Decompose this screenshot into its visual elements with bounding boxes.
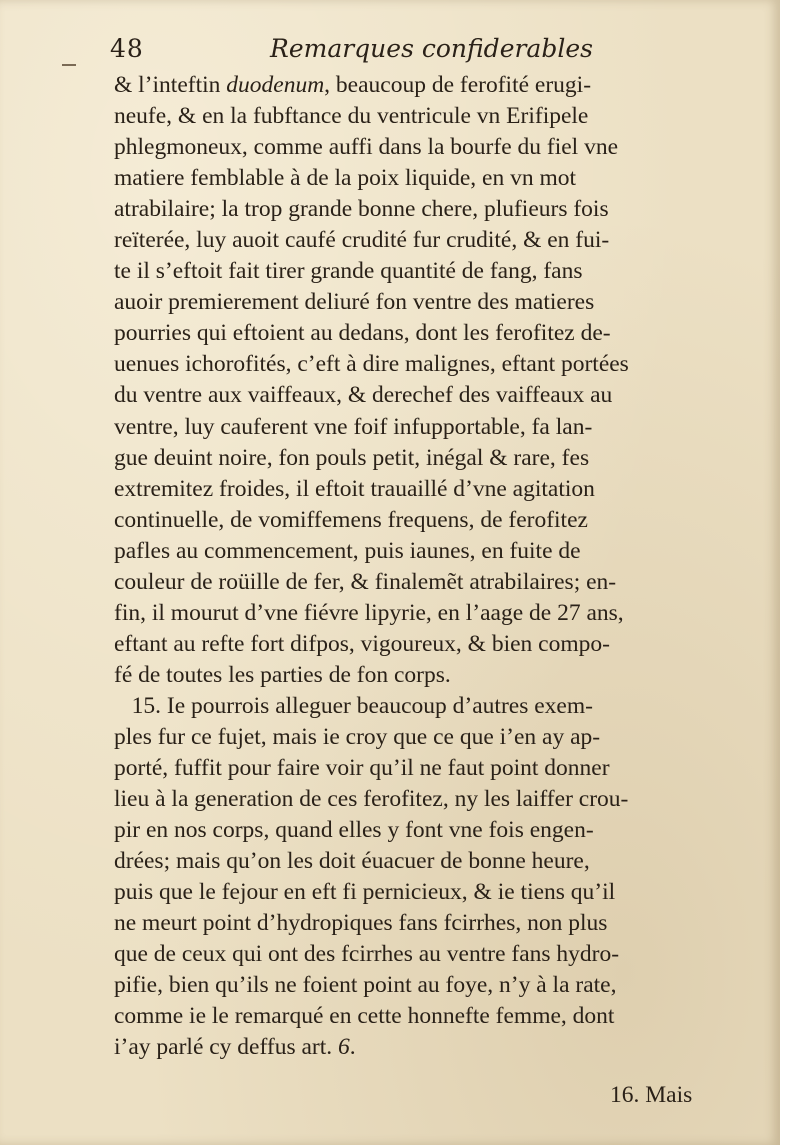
line-text: pafles au commencement, puis iaunes, en fuite de: [114, 537, 581, 564]
line-text: neufe, & en la fubftance du ventricule vn Erifipele: [114, 103, 589, 130]
line-text: & l’inteftin: [114, 72, 227, 98]
text-line: [114, 1032, 726, 1063]
line-text: ples fur ce fujet, mais ie croy que ce que i’en ay ap-: [114, 723, 601, 750]
text-line: [114, 567, 726, 598]
line-text: i’ay parlé cy deffus art.: [114, 1034, 339, 1061]
text-line: [114, 784, 726, 815]
text-line: [114, 318, 726, 349]
text-line: [114, 70, 726, 101]
text-line: [114, 722, 726, 753]
line-text: que de ceux qui ont des fcirrhes au ventre fans hydro-: [114, 941, 620, 968]
text-line: [114, 691, 726, 722]
text-line: [114, 443, 726, 474]
text-line: [114, 1001, 726, 1032]
text-line: [114, 660, 726, 691]
line-text: uenues ichorofités, c’eft à dire malignes, eftant portées: [114, 351, 629, 378]
text-line: [114, 101, 726, 132]
text-line: [114, 132, 726, 163]
line-text: pourries qui eftoient au dedans, dont les ferofitez de-: [114, 320, 611, 347]
line-text: te il s’eftoit fait tirer grande quantité de fang, fans: [114, 258, 583, 285]
line-text: gue deuint noire, fon pouls petit, inégal & rare, fes: [114, 444, 590, 471]
italic-text: duodenum: [226, 72, 325, 98]
text-line: [114, 877, 726, 908]
text-line: [114, 846, 726, 877]
text-line: [114, 629, 726, 660]
line-text: extremitez froides, il eftoit trauaillé d’vne agitation: [114, 475, 595, 502]
page-number: 48: [110, 34, 144, 63]
text-line: [114, 349, 726, 380]
line-text: auoir premierement deliuré fon ventre des matieres: [114, 289, 595, 316]
line-text: .: [349, 1034, 356, 1061]
line-text: atrabilaire; la trop grande bonne chere, plufieurs fois: [114, 196, 609, 223]
line-text: 15. Ie pourrois alleguer beaucoup d’autres exem-: [114, 692, 593, 719]
text-line: [114, 412, 726, 443]
text-line: [114, 256, 726, 287]
text-line: [114, 939, 726, 970]
italic-text: 6: [338, 1034, 350, 1061]
text-line: [114, 815, 726, 846]
text-line: [114, 163, 726, 194]
line-text: matiere femblable à de la poix liquide, en vn mot: [114, 165, 577, 192]
body-text: [114, 70, 726, 1064]
line-text: reïterée, luy auoit caufé crudité fur crudité, & en fui-: [114, 227, 610, 254]
text-line: [114, 536, 726, 567]
text-line: [114, 287, 726, 318]
line-text: du ventre aux vaiffeaux, & derechef des vaiffeaux au: [114, 382, 613, 409]
text-line: [114, 908, 726, 939]
text-line: [114, 474, 726, 505]
text-line: [114, 970, 726, 1001]
text-line: [114, 194, 726, 225]
text-line: [114, 753, 726, 784]
line-text: pifie, bien qu’ils ne foient point au foye, n’y à la rate,: [114, 972, 617, 999]
line-text: eftant au refte fort difpos, vigoureux, & bien compo-: [114, 630, 610, 657]
line-text: continuelle, de vomiffemens frequens, de ferofitez: [114, 506, 588, 533]
line-text: couleur de roüille de fer, & finalemẽt atrabilaires; en-: [114, 568, 617, 595]
text-line: [114, 380, 726, 411]
line-text: ventre, luy cauferent vne foif infupportable, fa lan-: [114, 413, 593, 440]
line-text: porté, fuffit pour faire voir qu’il ne faut point donner: [114, 755, 610, 782]
line-text: fin, il mourut d’vne fiévre lipyrie, en l’aage de 27 ans,: [114, 599, 624, 626]
text-line: [114, 505, 726, 536]
line-text: lieu à la generation de ces ferofitez, ny les laiffer crou-: [114, 786, 629, 813]
line-text: , beaucoup de ferofité erugi-: [324, 72, 592, 98]
line-text: fé de toutes les parties de fon corps.: [114, 661, 451, 688]
text-line: [114, 225, 726, 256]
catchword: 16. Mais: [610, 1082, 693, 1108]
line-text: ne meurt point d’hydropiques fans fcirrhes, non plus: [114, 910, 608, 937]
margin-mark: [62, 64, 76, 66]
line-text: phlegmoneux, comme auffi dans la bourfe du fiel vne: [114, 134, 619, 161]
text-line: [114, 598, 726, 629]
running-head: [110, 34, 650, 68]
running-title: Remarques confiderables: [270, 34, 593, 63]
line-text: comme ie le remarqué en cette honnefte femme, dont: [114, 1003, 615, 1030]
line-text: pir en nos corps, quand elles y font vne fois engen-: [114, 817, 594, 844]
line-text: puis que le fejour en eft fi pernicieux, & ie tiens qu’il: [114, 879, 616, 906]
line-text: drées; mais qu’on les doit éuacuer de bonne heure,: [114, 848, 590, 875]
